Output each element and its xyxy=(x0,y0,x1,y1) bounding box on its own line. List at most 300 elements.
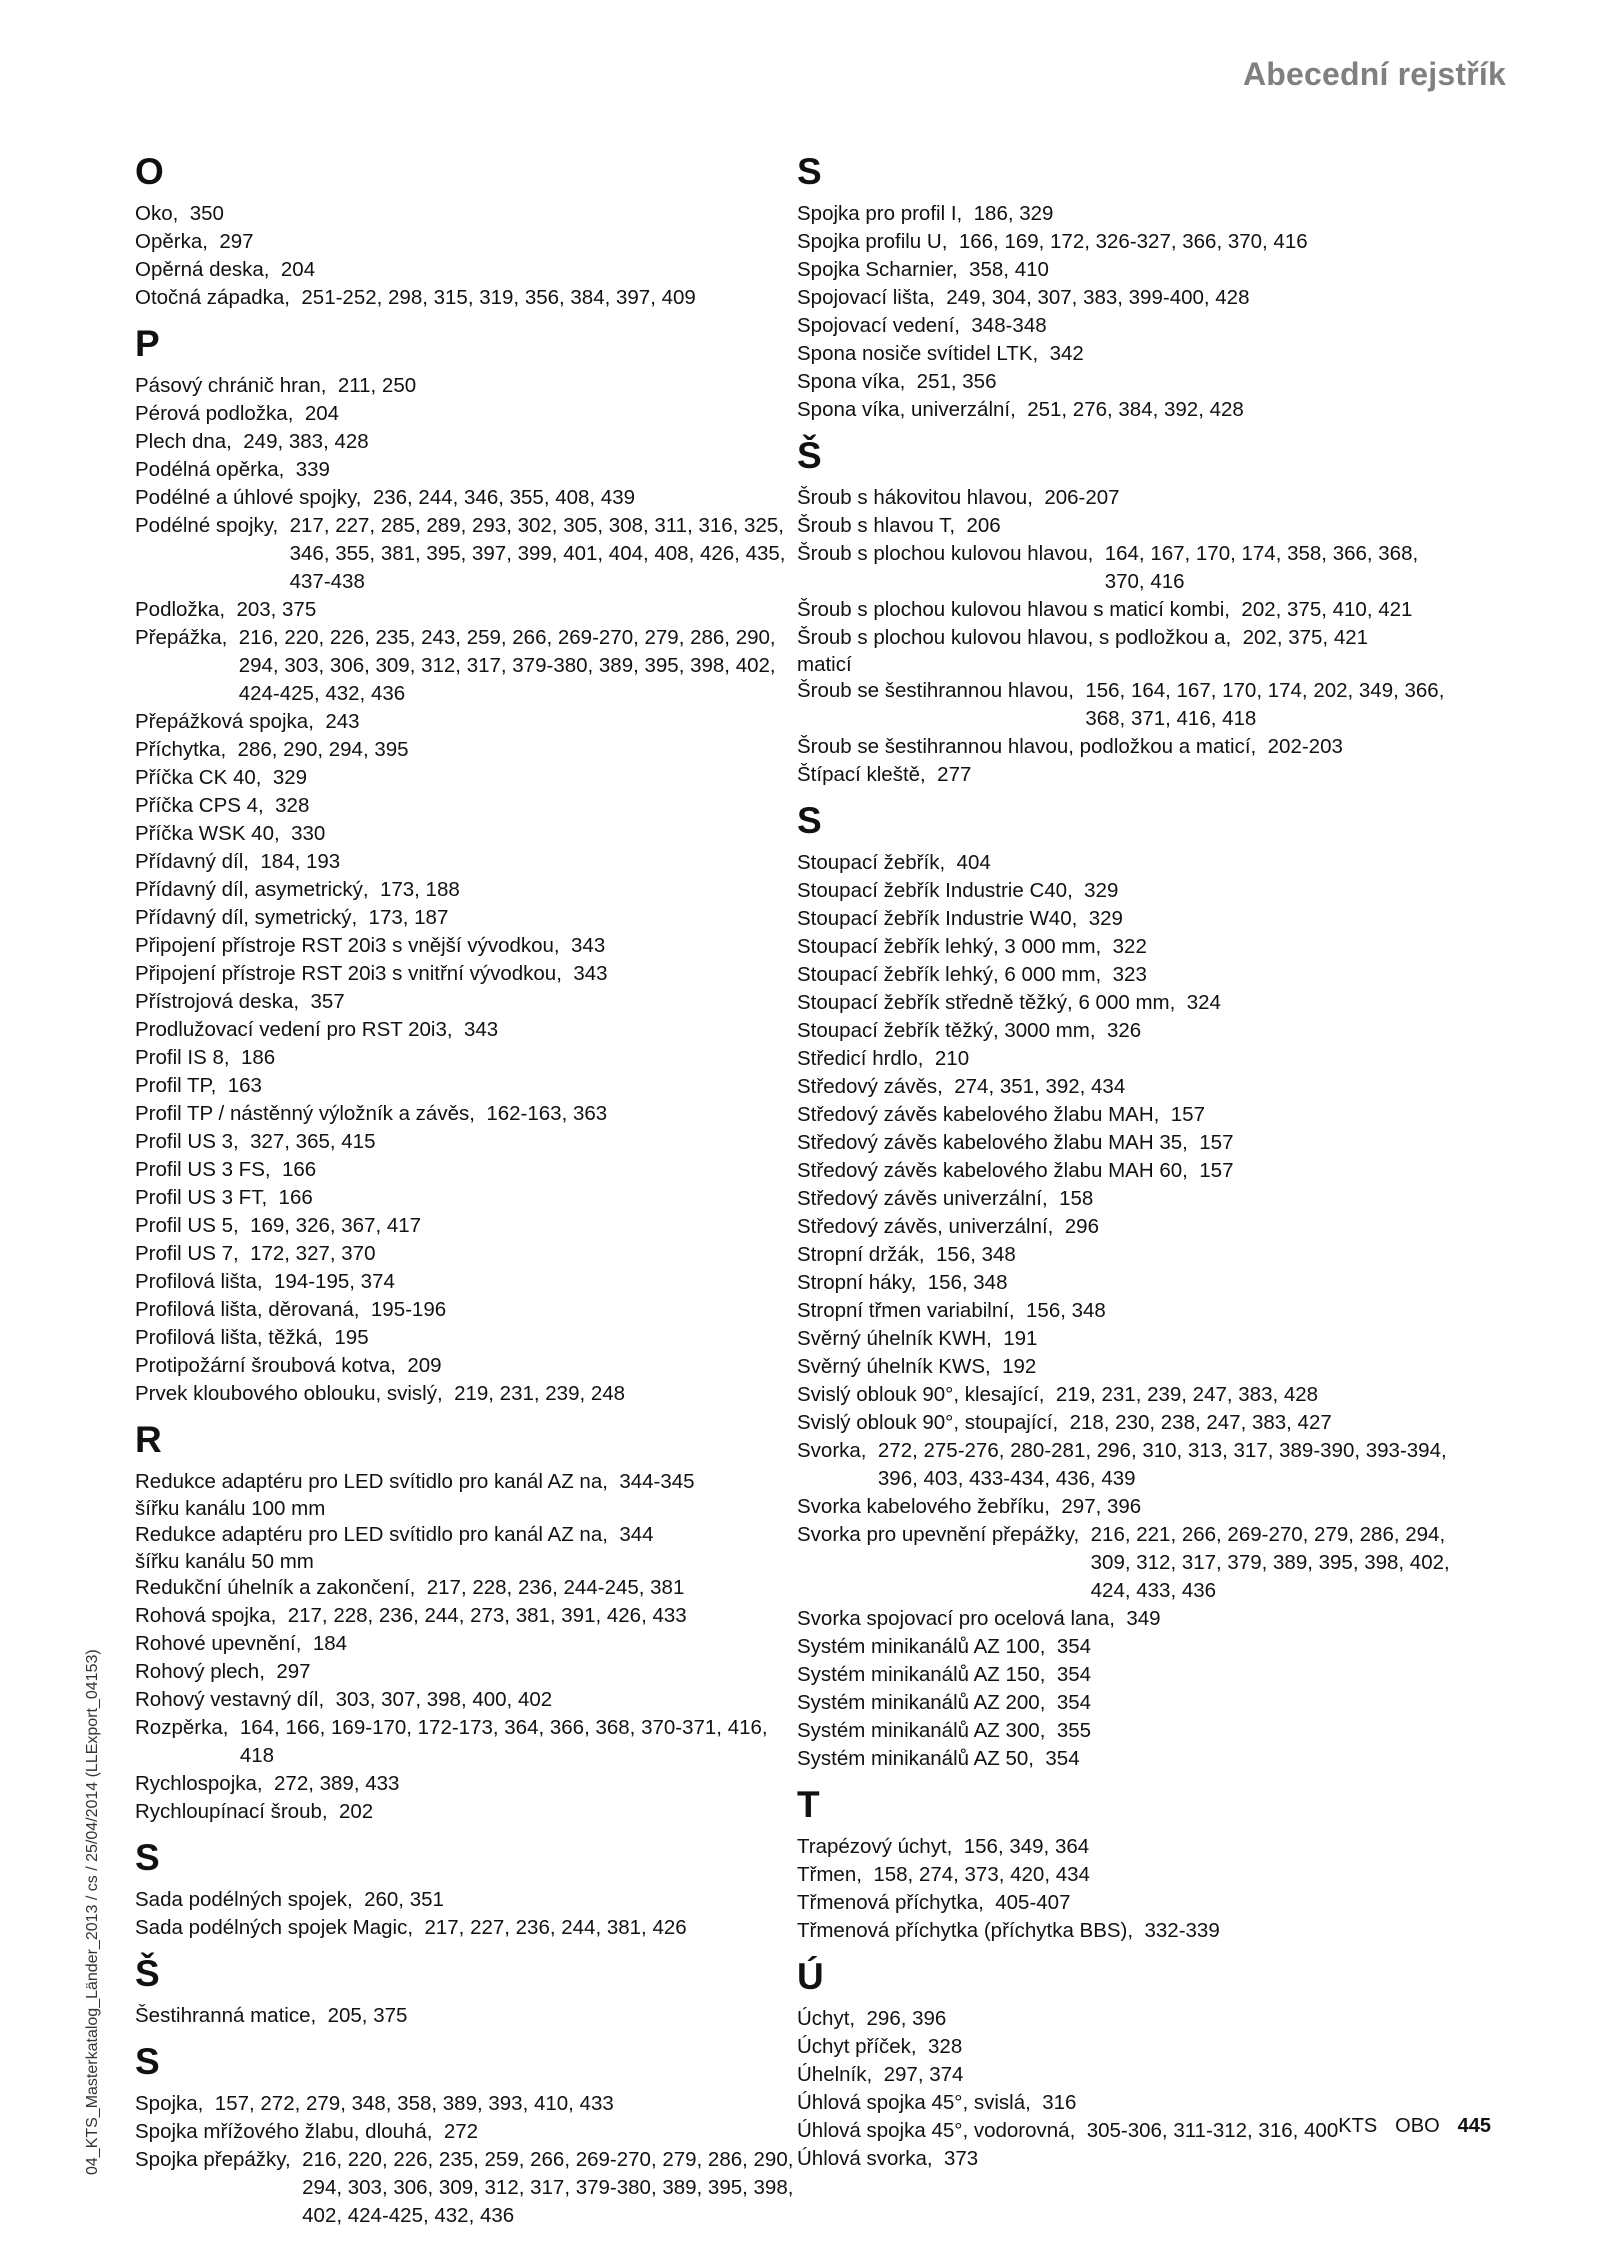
index-entry xyxy=(797,312,1457,340)
index-term: Otočná západka, xyxy=(135,286,290,309)
index-entry xyxy=(135,1602,795,1630)
section-letter: Š xyxy=(797,435,822,476)
index-term: Svorka spojovací pro ocelová lana, xyxy=(797,1607,1115,1630)
index-term: Spojka Scharnier, xyxy=(797,258,958,281)
index-entry xyxy=(135,428,795,456)
index-entry xyxy=(797,228,1457,256)
index-page-refs: 156, 348 xyxy=(936,1243,1016,1266)
section-letter: S xyxy=(797,800,822,841)
index-term: Příčka WSK 40, xyxy=(135,822,280,845)
index-term: Příčka CPS 4, xyxy=(135,794,264,817)
index-page-refs: 169, 326, 367, 417 xyxy=(250,1214,422,1237)
index-term: Třmenová příchytka, xyxy=(797,1891,984,1914)
index-page-refs: 172, 327, 370 xyxy=(250,1242,376,1265)
index-page-refs: 217, 228, 236, 244-245, 381 xyxy=(426,1576,685,1599)
index-entry xyxy=(797,340,1457,368)
index-entry xyxy=(797,512,1457,540)
index-entry xyxy=(135,2090,795,2118)
index-page-refs: 202-203 xyxy=(1267,735,1343,758)
index-entry xyxy=(797,2005,1457,2033)
section-letter: R xyxy=(135,1419,162,1460)
index-page-refs: 156, 348 xyxy=(927,1271,1008,1294)
index-entry xyxy=(135,1044,795,1072)
index-entry xyxy=(135,2146,795,2230)
index-page-refs: 272, 275-276, 280-281, 296, 310, 313, 317, 389-390, 393-394, 396, 403, 433-434, 436, 439 xyxy=(877,1439,1447,1490)
index-term: Sada podélných spojek, xyxy=(135,1888,353,1911)
index-page-refs: 210 xyxy=(934,1047,970,1070)
index-page-refs: 205, 375 xyxy=(327,2004,408,2027)
index-entry xyxy=(135,1770,795,1798)
index-term-continuation: maticí xyxy=(797,653,852,676)
index-entry xyxy=(797,2089,1457,2117)
index-page-refs: 297, 396 xyxy=(1061,1495,1142,1518)
index-page-refs: 328 xyxy=(275,794,310,817)
index-term: Příchytka, xyxy=(135,738,227,761)
index-page-refs: 349 xyxy=(1126,1607,1161,1630)
index-page-refs: 354 xyxy=(1056,1691,1092,1714)
index-entry xyxy=(797,1661,1457,1689)
index-entry xyxy=(797,1073,1457,1101)
index-term: Svorka, xyxy=(797,1439,867,1462)
index-page-refs: 404 xyxy=(956,851,991,874)
index-term: Stoupací žebřík Industrie C40, xyxy=(797,879,1073,902)
index-page-refs: 211, 250 xyxy=(337,374,417,397)
index-entry xyxy=(135,456,795,484)
index-entry xyxy=(797,1717,1457,1745)
catalog-export-note: 04_KTS_Masterkatalog_Länder_2013 / cs / 25/04/2014 (LLExport_04153) xyxy=(84,1649,101,2175)
index-entry xyxy=(135,820,795,848)
index-entry xyxy=(797,596,1457,624)
index-entry xyxy=(797,989,1457,1017)
index-page-refs: 192 xyxy=(1002,1355,1037,1378)
index-term: Profil US 3 FS, xyxy=(135,1158,271,1181)
index-entry xyxy=(797,905,1457,933)
index-entry xyxy=(797,933,1457,961)
index-term: Šroub s hákovitou hlavou, xyxy=(797,486,1033,509)
index-page-refs: 303, 307, 398, 400, 402 xyxy=(335,1688,553,1711)
index-term: Svislý oblouk 90°, stoupající, xyxy=(797,1411,1059,1434)
index-entry xyxy=(797,849,1457,877)
index-page-refs: 209 xyxy=(407,1354,442,1377)
index-page-refs: 328 xyxy=(928,2035,963,2058)
index-page-refs: 156, 349, 364 xyxy=(963,1835,1090,1858)
index-page-refs: 316 xyxy=(1042,2091,1077,2114)
index-entry xyxy=(797,1889,1457,1917)
index-entry xyxy=(135,228,795,256)
index-page-refs: 217, 227, 236, 244, 381, 426 xyxy=(424,1916,687,1939)
index-page-refs: 343 xyxy=(573,962,608,985)
index-entry xyxy=(797,1381,1457,1409)
index-term: Opěrka, xyxy=(135,230,208,253)
index-term: Přepážková spojka, xyxy=(135,710,314,733)
index-term: Přídavný díl, symetrický, xyxy=(135,906,358,929)
index-entry xyxy=(135,876,795,904)
index-page-refs: 164, 167, 170, 174, 358, 366, 368, 370, 416 xyxy=(1104,542,1419,593)
footer-brand-obo: OBO xyxy=(1395,2115,1440,2137)
index-page-refs: 184, 193 xyxy=(260,850,341,873)
index-term: Profil US 3, xyxy=(135,1130,239,1153)
index-entry xyxy=(797,1493,1457,1521)
index-term: Sada podélných spojek Magic, xyxy=(135,1916,414,1939)
index-entry xyxy=(797,761,1457,789)
index-page-refs: 305-306, 311-312, 316, 400 xyxy=(1086,2119,1339,2142)
index-page-refs: 219, 231, 239, 248 xyxy=(454,1382,626,1405)
index-term: Profil US 3 FT, xyxy=(135,1186,268,1209)
index-term: Rohové upevnění, xyxy=(135,1632,302,1655)
index-entry xyxy=(797,1213,1457,1241)
index-term: Spojka profilu U, xyxy=(797,230,948,253)
index-term: Stropní držák, xyxy=(797,1243,925,1266)
index-page-refs: 350 xyxy=(189,202,224,225)
page-footer xyxy=(1338,2115,1491,2138)
index-entry xyxy=(135,596,795,624)
index-term: Stoupací žebřík lehký, 3 000 mm, xyxy=(797,935,1102,958)
index-term: Trapézový úchyt, xyxy=(797,1835,953,1858)
index-page-refs: 344 xyxy=(619,1523,654,1546)
index-page-refs: 186 xyxy=(240,1046,276,1069)
index-term: Svěrný úhelník KWH, xyxy=(797,1327,992,1350)
index-entry xyxy=(135,1630,795,1658)
index-term: Středový závěs kabelového žlabu MAH 35, xyxy=(797,1131,1188,1154)
section-letter: Ú xyxy=(797,1956,824,1997)
index-entry xyxy=(135,1658,795,1686)
index-term: Systém minikanálů AZ 50, xyxy=(797,1747,1034,1770)
index-entry xyxy=(135,1212,795,1240)
index-entry xyxy=(797,677,1457,733)
index-page-refs: 373 xyxy=(944,2147,979,2170)
index-page-refs: 330 xyxy=(291,822,326,845)
index-entry xyxy=(135,1100,795,1128)
index-page-refs: 296 xyxy=(1064,1215,1099,1238)
index-term: Podélná opěrka, xyxy=(135,458,285,481)
index-page-refs: 243 xyxy=(325,710,360,733)
index-term: Podélné spojky, xyxy=(135,514,279,537)
index-entry xyxy=(135,1184,795,1212)
index-term: Spojka pro profil I, xyxy=(797,202,963,225)
index-page-refs: 204 xyxy=(280,258,316,281)
index-entry xyxy=(797,1101,1457,1129)
index-term: Rychloupínací šroub, xyxy=(135,1800,328,1823)
index-term: Stoupací žebřík, xyxy=(797,851,946,874)
index-term: Spona víka, xyxy=(797,370,906,393)
index-page-refs: 348-348 xyxy=(971,314,1047,337)
index-entry xyxy=(135,1296,795,1324)
index-term: Redukce adaptéru pro LED svítidlo pro kanál AZ na, xyxy=(135,1523,608,1546)
index-entry xyxy=(135,624,795,708)
index-page-refs: 342 xyxy=(1049,342,1084,365)
index-entry xyxy=(797,1185,1457,1213)
index-entry xyxy=(135,988,795,1016)
index-page-refs: 204 xyxy=(304,402,340,425)
index-entry xyxy=(797,1353,1457,1381)
index-term: Úhelník, xyxy=(797,2063,873,2086)
index-term: Úhlová spojka 45°, vodorovná, xyxy=(797,2119,1076,2142)
index-entry xyxy=(797,1017,1457,1045)
index-term: Plech dna, xyxy=(135,430,232,453)
index-term: Šroub s plochou kulovou hlavou s maticí kombi, xyxy=(797,598,1231,621)
index-page-refs: 217, 228, 236, 244, 273, 381, 391, 426, 433 xyxy=(287,1604,687,1627)
section-letter: S xyxy=(135,1837,160,1878)
index-page-refs: 158 xyxy=(1059,1187,1094,1210)
index-page-refs: 297 xyxy=(276,1660,311,1683)
index-term: Profil TP, xyxy=(135,1074,217,1097)
index-term: Svislý oblouk 90°, klesající, xyxy=(797,1383,1045,1406)
index-term: Středový závěs kabelového žlabu MAH, xyxy=(797,1103,1160,1126)
index-entry xyxy=(135,960,795,988)
index-term: Připojení přístroje RST 20i3 s vnější vývodkou, xyxy=(135,934,560,957)
index-page-refs: 157 xyxy=(1170,1103,1205,1126)
index-entry xyxy=(797,1917,1457,1945)
index-term: Rohový plech, xyxy=(135,1660,265,1683)
section-letter: O xyxy=(135,151,164,192)
index-entry xyxy=(797,1297,1457,1325)
index-page-refs: 344-345 xyxy=(619,1470,695,1493)
index-term: Úchyt, xyxy=(797,2007,856,2030)
index-page-refs: 162-163, 363 xyxy=(486,1102,608,1125)
index-term: Šroub s plochou kulovou hlavou, s podložkou a, xyxy=(797,626,1232,649)
index-page-refs: 251, 356 xyxy=(916,370,997,393)
index-term: Přepážka, xyxy=(135,626,228,649)
index-term: Středový závěs univerzální, xyxy=(797,1187,1048,1210)
index-entry xyxy=(135,512,795,596)
index-page-refs: 324 xyxy=(1186,991,1221,1014)
index-term: Úhlová spojka 45°, svislá, xyxy=(797,2091,1031,2114)
section-letter: S xyxy=(135,2041,160,2082)
index-entry xyxy=(797,2033,1457,2061)
index-entry xyxy=(797,624,1457,652)
index-term: Spona víka, univerzální, xyxy=(797,398,1016,421)
index-term: Středicí hrdlo, xyxy=(797,1047,924,1070)
index-entry xyxy=(797,1745,1457,1773)
index-term: Spojka přepážky, xyxy=(135,2148,291,2171)
index-term: Redukční úhelník a zakončení, xyxy=(135,1576,416,1599)
index-term: Stoupací žebřík těžký, 3000 mm, xyxy=(797,1019,1096,1042)
index-term: Rohový vestavný díl, xyxy=(135,1688,325,1711)
index-term: Příčka CK 40, xyxy=(135,766,262,789)
index-page-refs: 354 xyxy=(1045,1747,1080,1770)
index-term: Profil IS 8, xyxy=(135,1046,230,1069)
index-term: Systém minikanálů AZ 300, xyxy=(797,1719,1046,1742)
index-term: Připojení přístroje RST 20i3 s vnitřní vývodkou, xyxy=(135,962,562,985)
index-term: Rohová spojka, xyxy=(135,1604,277,1627)
index-page-refs: 157, 272, 279, 348, 358, 389, 393, 410, 433 xyxy=(214,2092,614,2115)
index-term: Svorka kabelového žebříku, xyxy=(797,1495,1050,1518)
index-entry xyxy=(797,1689,1457,1717)
index-page-refs: 216, 221, 266, 269-270, 279, 286, 294, 309, 312, 317, 379, 389, 395, 398, 402, 424, 433, 436 xyxy=(1090,1523,1450,1602)
index-term: Přídavný díl, asymetrický, xyxy=(135,878,369,901)
index-page-refs: 329 xyxy=(1088,907,1123,930)
index-page-refs: 251-252, 298, 315, 319, 356, 384, 397, 409 xyxy=(301,286,696,309)
index-term: Svěrný úhelník KWS, xyxy=(797,1355,991,1378)
section-letter: S xyxy=(797,151,822,192)
index-page-refs: 216, 220, 226, 235, 259, 266, 269-270, 279, 286, 290, 294, 303, 306, 309, 312, 317, 379-380, 389, 395, 398, 402, 424-425, 432, 436 xyxy=(302,2148,794,2227)
index-entry xyxy=(797,540,1457,596)
index-term: Šestihranná matice, xyxy=(135,2004,317,2027)
index-page-refs: 343 xyxy=(463,1018,499,1041)
index-page-refs: 332-339 xyxy=(1144,1919,1220,1942)
index-term: Svorka pro upevnění přepážky, xyxy=(797,1523,1080,1546)
index-page-refs: 343 xyxy=(571,934,606,957)
index-entry xyxy=(797,1521,1457,1605)
index-entry xyxy=(797,1129,1457,1157)
index-page-refs: 297 xyxy=(219,230,254,253)
index-entry xyxy=(797,961,1457,989)
index-term-continuation: šířku kanálu 50 mm xyxy=(135,1550,314,1573)
index-page-refs: 206 xyxy=(966,514,1001,537)
index-term: Stoupací žebřík Industrie W40, xyxy=(797,907,1078,930)
index-entry xyxy=(135,932,795,960)
index-page-refs: 357 xyxy=(310,990,345,1013)
index-page-refs: 251, 276, 384, 392, 428 xyxy=(1027,398,1244,421)
index-term: Úchyt příček, xyxy=(797,2035,917,2058)
index-entry xyxy=(135,1240,795,1268)
index-page-refs: 166, 169, 172, 326-327, 366, 370, 416 xyxy=(958,230,1308,253)
index-entry xyxy=(135,484,795,512)
index-page-refs: 322 xyxy=(1112,935,1147,958)
index-page-refs: 158, 274, 373, 420, 434 xyxy=(873,1863,1090,1886)
index-term: Středový závěs, univerzální, xyxy=(797,1215,1054,1238)
index-page-refs: 405-407 xyxy=(995,1891,1071,1914)
index-term: Rychlospojka, xyxy=(135,1772,263,1795)
index-term: Spojovací vedení, xyxy=(797,314,960,337)
index-page-refs: 286, 290, 294, 395 xyxy=(237,738,409,761)
index-entry xyxy=(797,1633,1457,1661)
index-page-refs: 249, 383, 428 xyxy=(243,430,369,453)
index-entry xyxy=(135,1352,795,1380)
index-term: Stropní třmen variabilní, xyxy=(797,1299,1015,1322)
index-page-refs: 191 xyxy=(1003,1327,1038,1350)
section-letter: T xyxy=(797,1784,820,1825)
index-page-refs: 163 xyxy=(227,1074,262,1097)
index-entry xyxy=(135,736,795,764)
index-entry xyxy=(797,877,1457,905)
index-entry xyxy=(135,1128,795,1156)
index-term: Pérová podložka, xyxy=(135,402,294,425)
index-term: Rozpěrka, xyxy=(135,1716,229,1739)
index-term: Systém minikanálů AZ 200, xyxy=(797,1691,1046,1714)
index-term: Šroub s hlavou T, xyxy=(797,514,956,537)
index-entry xyxy=(135,1798,795,1826)
index-term: Profil US 7, xyxy=(135,1242,239,1265)
index-page-refs: 272 xyxy=(443,2120,479,2143)
index-entry xyxy=(797,2145,1457,2173)
index-entry xyxy=(135,1072,795,1100)
index-entry xyxy=(135,256,795,284)
index-term: Stoupací žebřík středně těžký, 6 000 mm, xyxy=(797,991,1176,1014)
index-column-right xyxy=(797,150,1457,2173)
index-entry xyxy=(135,1686,795,1714)
index-term: Šroub se šestihrannou hlavou, xyxy=(797,679,1074,702)
index-page-refs: 202, 375, 410, 421 xyxy=(1241,598,1413,621)
index-page-refs: 297, 374 xyxy=(883,2063,964,2086)
index-term: Spojka mřížového žlabu, dlouhá, xyxy=(135,2120,433,2143)
index-term: Středový závěs kabelového žlabu MAH 60, xyxy=(797,1159,1188,1182)
index-entry xyxy=(135,1380,795,1408)
index-page-refs: 195-196 xyxy=(370,1298,447,1321)
index-term: Podložka, xyxy=(135,598,226,621)
index-term: Profil TP / nástěnný výložník a závěs, xyxy=(135,1102,475,1125)
index-entry xyxy=(135,1156,795,1184)
index-entry xyxy=(797,1045,1457,1073)
index-entry xyxy=(135,284,795,312)
index-term: Přístrojová deska, xyxy=(135,990,300,1013)
index-page-refs: 358, 410 xyxy=(969,258,1049,281)
index-page-refs: 157 xyxy=(1199,1159,1234,1182)
index-page-refs: 329 xyxy=(1084,879,1119,902)
index-entry xyxy=(135,2118,795,2146)
index-page-refs: 194-195, 374 xyxy=(274,1270,395,1293)
index-term: Třmen, xyxy=(797,1863,862,1886)
index-term: Štípací kleště, xyxy=(797,763,926,786)
index-page-refs: 156, 348 xyxy=(1026,1299,1106,1322)
index-term: Profilová lišta, xyxy=(135,1270,263,1293)
index-entry xyxy=(797,1861,1457,1889)
index-entry xyxy=(135,1914,795,1942)
index-page-refs: 157 xyxy=(1199,1131,1234,1154)
index-entry xyxy=(135,400,795,428)
index-entry xyxy=(797,1437,1457,1493)
footer-brand-kts: KTS xyxy=(1338,2115,1378,2137)
index-page-refs: 202, 375, 421 xyxy=(1242,626,1369,649)
index-page-refs: 173, 187 xyxy=(368,906,449,929)
index-term: Prodlužovací vedení pro RST 20i3, xyxy=(135,1018,453,1041)
index-entry xyxy=(797,1325,1457,1353)
index-entry xyxy=(797,1409,1457,1437)
index-term: Stropní háky, xyxy=(797,1271,917,1294)
index-entry xyxy=(135,1468,795,1496)
section-letter: Š xyxy=(135,1953,160,1994)
index-term: Přídavný díl, xyxy=(135,850,249,873)
index-entry xyxy=(797,1241,1457,1269)
index-entry xyxy=(135,792,795,820)
index-page-refs: 218, 230, 238, 247, 383, 427 xyxy=(1069,1411,1332,1434)
index-term: Profilová lišta, děrovaná, xyxy=(135,1298,360,1321)
index-term: Spojka, xyxy=(135,2092,204,2115)
index-entry xyxy=(135,708,795,736)
index-entry xyxy=(135,1521,795,1549)
index-page-refs: 329 xyxy=(272,766,308,789)
index-entry xyxy=(797,256,1457,284)
index-term: Spona nosiče svítidel LTK, xyxy=(797,342,1039,365)
index-entry xyxy=(135,1324,795,1352)
index-page-refs: 217, 227, 285, 289, 293, 302, 305, 308, 311, 316, 325, 346, 355, 381, 395, 397, 399, 401, 404, 408, 426, 435, 437-438 xyxy=(289,514,786,593)
index-entry xyxy=(797,1157,1457,1185)
index-term: Redukce adaptéru pro LED svítidlo pro kanál AZ na, xyxy=(135,1470,608,1493)
index-entry xyxy=(797,200,1457,228)
index-page-refs: 249, 304, 307, 383, 399-400, 428 xyxy=(946,286,1250,309)
index-term: Stoupací žebřík lehký, 6 000 mm, xyxy=(797,963,1102,986)
index-term-continuation: šířku kanálu 100 mm xyxy=(135,1497,326,1520)
index-entry xyxy=(797,484,1457,512)
index-entry xyxy=(135,1714,795,1770)
index-term: Šroub s plochou kulovou hlavou, xyxy=(797,542,1094,565)
index-entry xyxy=(135,1574,795,1602)
index-entry xyxy=(797,368,1457,396)
index-page-refs: 277 xyxy=(937,763,972,786)
index-term: Opěrná deska, xyxy=(135,258,270,281)
index-page-refs: 186, 329 xyxy=(973,202,1054,225)
index-term: Profilová lišta, těžká, xyxy=(135,1326,323,1349)
index-entry xyxy=(135,1268,795,1296)
index-term: Podélné a úhlové spojky, xyxy=(135,486,362,509)
index-term: Pásový chránič hran, xyxy=(135,374,327,397)
index-page-refs: 296, 396 xyxy=(866,2007,947,2030)
index-page-refs: 260, 351 xyxy=(364,1888,444,1911)
index-page-refs: 166 xyxy=(281,1158,317,1181)
index-page-refs: 164, 166, 169-170, 172-173, 364, 366, 368, 370-371, 416, 418 xyxy=(239,1716,768,1767)
page-title: Abecední rejstřík xyxy=(1242,56,1506,92)
index-entry xyxy=(135,2002,795,2030)
